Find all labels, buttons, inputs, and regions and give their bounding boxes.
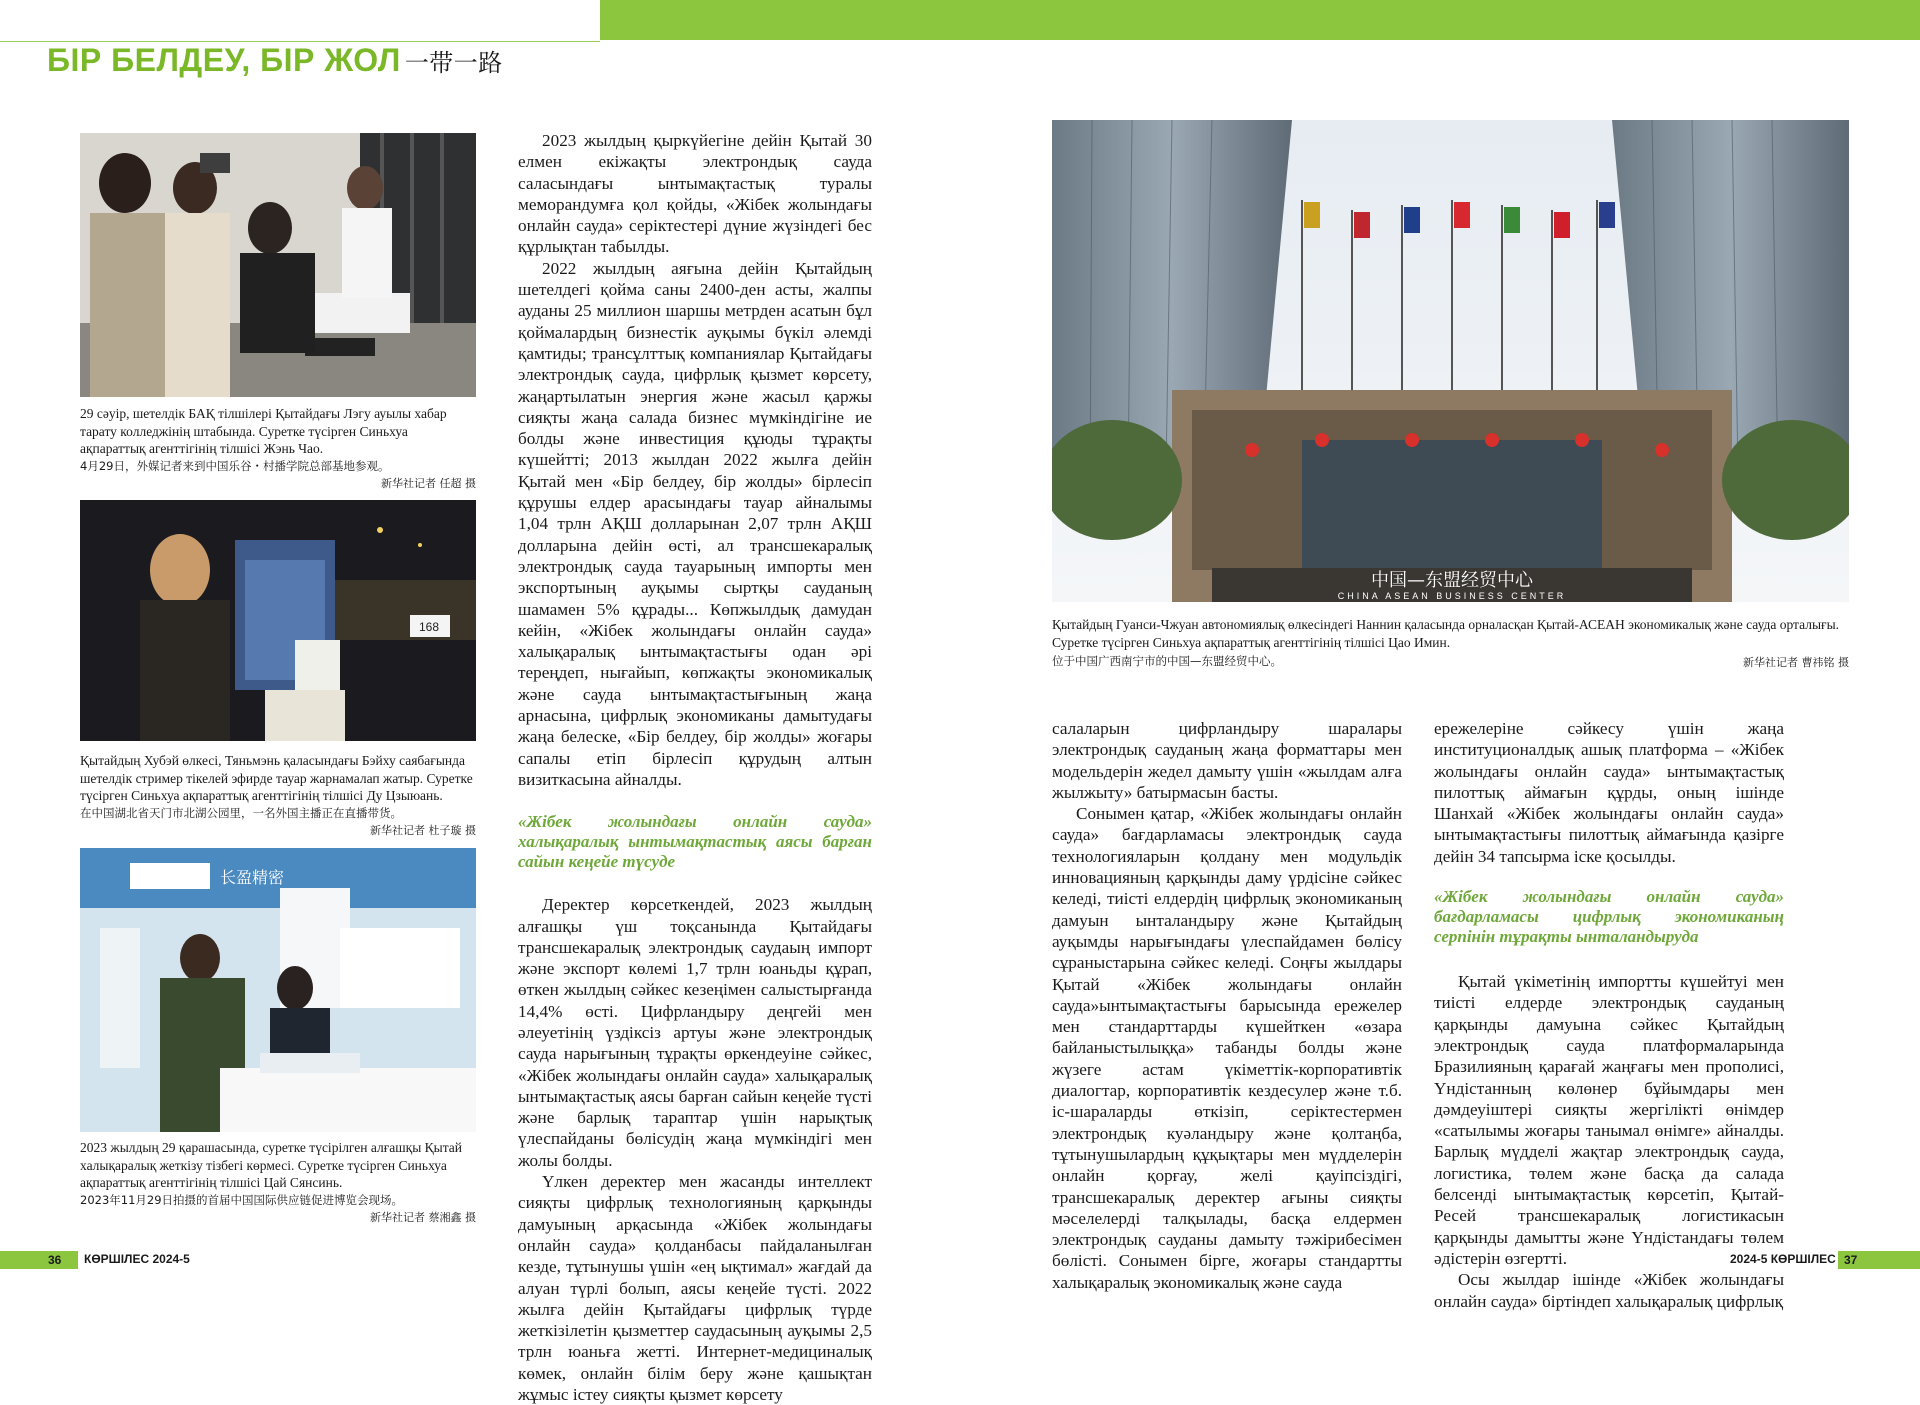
footer-bar-left (0, 1251, 78, 1269)
caption-3-credit: 新华社记者 蔡湘鑫 摄 (370, 1211, 476, 1224)
col3-para-3: Осы жылдар ішінде «Жібек жолындағы онлайн сауда» біртіндеп халықаралық цифрлық (1434, 1270, 1784, 1311)
page-number-right: 37 (1844, 1253, 1858, 1267)
col1-para-1: 2023 жылдың қыркүйегіне дейін Қытай 30 елмен екіжақты электрондық сауда саласындағы ынтымақтастық туралы меморандумға қол қойды, «Жібек жолындағы онлайн сауда» серіктестері дүние жүзіндегі бес құрлықтан табылды. (518, 131, 872, 257)
section-title (47, 42, 503, 79)
text-column-3 (1434, 718, 1784, 1312)
caption-4-credit: 新华社记者 曹祎铭 摄 (1743, 655, 1849, 669)
text-column-2 (1052, 718, 1402, 1293)
building-sign-cn: 中国—东盟经贸中心 (1371, 570, 1533, 591)
col1-para-4: Үлкен деректер мен жасанды интеллект сияқты цифрлық технологияның қарқынды дамуының арқасында «Жібек жолындағы онлайн сауда» қолданбасы пайдаланылған кезде, тұтынушы үшін «ең ықтимал» жағдай да алуан түрлі болып, аясы кеңейе түсті. 2022 жылға дейін Қытайдағы цифрлық түрде жеткізілетін қызметтер саудасының ауқымы 2,5 трлн юаньға жетті. Интернет-медициналық көмек, онлайн білім беру және қашықтан жұмыс істеу сияқты қызмет көрсету (518, 1172, 872, 1405)
photo-robotics-expo (80, 848, 476, 1132)
col2-para-2: Сонымен қатар, «Жібек жолындағы онлайн сауда» бағдарламасы электрондық сауда технологияларын қолдану мен модульдік инновацияның қарқынды даму үрдісіне сәйкес келеді, тиісті елдердің цифрлық экономиканың дамуын ынталандыру және Қытайдың ауқымды нарығындағы үлеспайдамен бөлісу сұраныстарына сәйкес келеді. Соңғы жылдары Қытай «Жібек жолындағы онлайн сауда»ынтымақтастығы барысында ережелер мен стандарттарды күшейткен «өзара байланыстылыққа» табанды болды және жүзеге астам үкіметтік-корпоративтік диалогтар, корпоративтік кездесулер және т.б. іс-шараларды өткізіп, серіктестермен электрондық куәландыру және қолтаңба, тұтынушылардың құқықтары мен мүдделерін онлайн қорғау, желі қауіпсіздігі, трансшекаралық деректер ағыны сияқты мәселелерді талқылады, басқа елдермен электрондық сауданы дамыту тәжірибесімен бөлісті. Сонымен бірге, жоғары стандартты халықаралық экономикалық және сауда (1052, 804, 1402, 1292)
col1-subhead: «Жібек жолындағы онлайн сауда» халықаралық ынтымақтастық аясы барған сайын кеңейе түсуде (518, 812, 872, 872)
section-title-kz: БІР БЕЛДЕУ, БІР ЖОЛ (47, 42, 401, 78)
caption-2-kz: Қытайдың Хубэй өлкесі, Тяньмэнь қаласындағы Бэйху саябағында шетелдік стример тікелей эфирде тауар жарнамалап жатыр. Суретке түсірген Синьхуа ақпараттық агенттігінің тілшісі Ду Цзыюань. (80, 753, 473, 803)
col2-para-1: салаларын цифрландыру шаралары электрондық сауданың жаңа форматтары мен модельдерін жедел дамыту үшін «жылдам алға жылжыту» батырмасын басты. (1052, 719, 1402, 802)
building-sign-en: CHINA ASEAN BUSINESS CENTER (1337, 591, 1567, 601)
caption-photo-1 (80, 405, 476, 493)
caption-4-kz: Қытайдың Гуанси-Чжуан автономиялық өлкесіндегі Наннин қаласында орналасқан Қытай-АСЕАН экономикалық және сауда орталығы. Суретке түсірген Синьхуа ақпараттық агенттігінің тілшісі Цао Имин. (1052, 617, 1840, 650)
col1-para-2: 2022 жылдың аяғына дейін Қытайдың шетелдегі қойма саны 2400-ден асты, жалпы ауданы 25 миллион шаршы метрден асатын бұл қоймалардың бизнестік ауқымы бүкіл әлемді қамтиды; трансұлттық компаниялар Қытайдағы электрондық сауда, цифрлық қызмет көрсету, жаңартылатын энергия және жасыл қаржы сияқты жаңа салада бизнес мүмкіндігіне ие болды және инвестиция құюды тұрақты күшейтті; 2013 жылдан 2022 жылға дейін Қытай мен «Бір белдеу, бір жолды» бірлесіп құрушы елдер арасындағы тауар айналымы 1,04 трлн АҚШ долларынан 2,07 трлн АҚШ долларына дейін өсті, ал трансшекаралық электрондық сауда тауарының импорты мен экспортының ауқымы сыртқы сауданың шамамен 5% құрады... Көпжылдық дамудан кейін, «Жібек жолындағы онлайн сауда» халықаралық ынтымақтастығы одан әрі тереңдеп, нығайып, көпжақты экономикалық және сауда ынтымақтастығының жаңа арнасына, цифрлық экономиканы дамытудағы жаңа белеске, «Бір белдеу, бір жолды» жоғары сапалы етіп бірлесіп құрудың алтын визиткасына айналды. (518, 258, 872, 789)
booth-sign-brand: 长盈精密 (220, 868, 285, 887)
header-green-bar (600, 0, 1920, 40)
caption-1-cn: 4月29日，外媒记者来到中国乐谷・村播学院总部基地参观。 (80, 458, 390, 473)
photo-media-students (80, 133, 476, 397)
col3-para-1: ережелеріне сәйкесу үшін жаңа институционалдық ашық платформа – «Жібек жолындағы онлайн сауда» ынтымақтастық пилоттық аймағын құрды, оның ішінде Шанхай «Жібек жолындағы онлайн сауда» ынтымақтастығы пилоттық аймағында қазірге дейін 34 тапсырма іске қосылды. (1434, 719, 1784, 866)
col1-para-3: Деректер көрсеткендей, 2023 жылдың алғашқы үш тоқсанында Қытайдағы трансшекаралық электрондық саудаың импорт және экспорт көлемі 1,7 трлн юаньды құрап, өткен жылдың сәйкес кезеңімен салыстырғанда 14,4% өсті. Цифрландыру деңгейі мен әлеуетінің үздіксіз артуы және электрондық сауда нарығының тұрақты өркендеуіне сәйкес, «Жібек жолындағы онлайн сауда» халықаралық ынтымақтастық аясы барған сайын кеңейе түсті және барлық тараптар үшін нарықтық үлеспайданы бөлісудің жаңа мүмкіндігі мен жолы болды. (518, 895, 872, 1170)
caption-photo-3 (80, 1139, 476, 1227)
col3-para-2: Қытай үкіметінің импортты күшейтуі мен тиісті елдерде электрондық сауданың қарқынды дамуына сәйкес Қытайдың электрондық сауда платформаларында Бразилияның қарағай жаңғағы мен прополисі, Үндістанның көлөнер бұйымдары мен дәмдеуіштері сияқты жергілікті өнімдер «сатылымы жоғары танымал өнімге» айналды. Барлық мүдделі жақтар электрондық сауда, логистика, төлем және басқа да салада белсенді ынтымақтастық көрсетіп, Қытай-Ресей трансшекаралық логистикасын қарқынды дамытты және Үндістандағы төлем әдістерін өзгертті. (1434, 972, 1784, 1268)
footer-magazine-right: 2024-5 КӨРШІЛЕС (1730, 1252, 1836, 1266)
caption-1-kz: 29 сәуір, шетелдік БАҚ тілшілері Қытайдағы Лэгу ауылы хабар тарату колледжінің штабында. Суретке түсірген Синьхуа ақпараттық агенттігінің тілшісі Жэнь Чао. (80, 406, 447, 456)
livestream-tag-168: 168 (419, 620, 440, 634)
caption-4-cn: 位于中国广西南宁市的中国—东盟经贸中心。 (1052, 654, 1282, 668)
text-column-1 (518, 130, 872, 1405)
caption-photo-4 (1052, 616, 1849, 671)
caption-2-credit: 新华社记者 杜子璇 摄 (370, 824, 476, 837)
caption-1-credit: 新华社记者 任超 摄 (381, 477, 476, 490)
page-number-left: 36 (48, 1253, 62, 1267)
caption-2-cn: 在中国湖北省天门市北湖公园里，一名外国主播正在直播带货。 (80, 805, 402, 820)
caption-3-cn: 2023年11月29日拍摄的首届中国国际供应链促进博览会现场。 (80, 1192, 404, 1207)
caption-3-kz: 2023 жылдың 29 қарашасында, суретке түсірілген алғашқы Қытай халықаралық жеткізу тізбегі көрмесі. Суретке түсірген Синьхуа ақпараттық агенттігінің тілшісі Цай Сянсинь. (80, 1140, 463, 1190)
footer-magazine-left: КӨРШІЛЕС 2024-5 (84, 1252, 190, 1266)
section-title-cn: 一带一路 (404, 49, 503, 77)
photo-china-asean-center (1052, 120, 1849, 602)
caption-photo-2 (80, 752, 476, 840)
photo-livestream-clothing (80, 500, 476, 741)
col3-subhead: «Жібек жолындағы онлайн сауда» бағдарламасы цифрлық экономиканың серпінін тұрақты ынталандыруда (1434, 887, 1784, 947)
